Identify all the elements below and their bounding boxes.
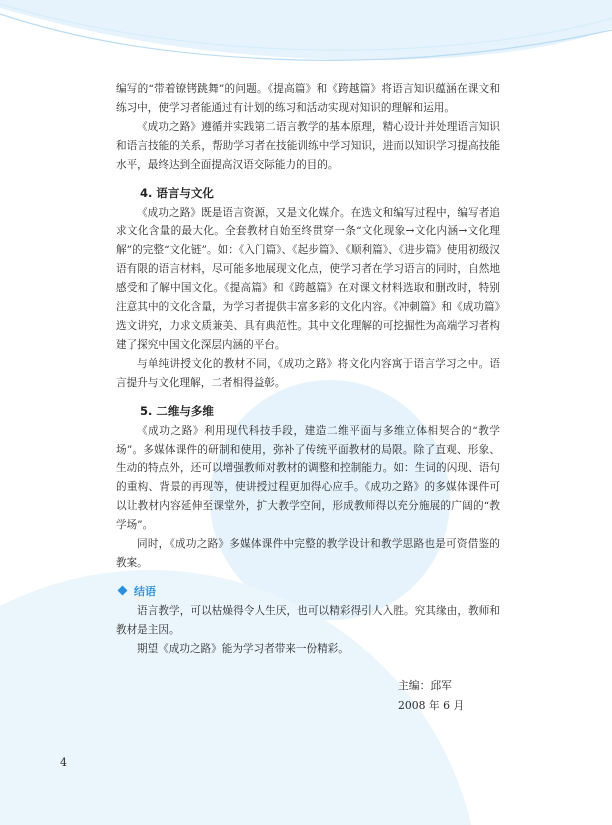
intro-paragraph: 《成功之路》遵循并实践第二语言教学的基本原理，精心设计并处理语言知识和语言技能的关系，帮助学习者在技能训练中学习知识，进而以知识学习提高技能水平，最终达到全面提高汉语交际能力的目的。 bbox=[116, 120, 500, 171]
section4-paragraph: 《成功之路》既是语言资源，又是文化媒介。在选文和编写过程中，编写者追求文化含量的最大化。全套教材自始至终贯穿一条“文化现象→文化内涵→文化理解”的完整“文化链”。如：《入门篇》、《起步篇》、《顺利篇》、《进步篇》使用初级汉语有限的语言材料，尽可能多地展现文化点，使学习者在学习语言的同时，自然地感受和了解中国文化。《提高篇》和《跨越篇》在对课文材料选取和删改时，特别注意其中的文化含量，为学习者提供丰富多彩的文化内容。《冲刺篇》和《成功篇》选文讲究，力求文质兼美、具有典范性。其中文化理解的可挖掘性为高端学习者构建了探究中国文化深层内涵的平台。 bbox=[116, 206, 500, 351]
section4-paragraph: 与单纯讲授文化的教材不同，《成功之路》将文化内容寓于语言学习之中。语言提升与文化理解，二者相得益彰。 bbox=[116, 357, 500, 389]
conclusion-heading bbox=[116, 583, 500, 599]
section5-paragraph: 同时，《成功之路》多媒体课件中完整的教学设计和教学思路也是可资借鉴的教案。 bbox=[116, 538, 500, 569]
signature-date: 2008 年 6 月 bbox=[398, 698, 465, 712]
diamond-bullet-icon bbox=[118, 586, 128, 596]
section5-paragraph: 《成功之路》利用现代科技手段，建造二维平面与多维立体相契合的“教学场”。多媒体课件的研制和使用，弥补了传统平面教材的局限。除了直观、形象、生动的特点外，还可以增强教师对教材的调整和控制能力。如：生词的闪现、语句的重构、背景的再现等，使讲授过程更加得心应手。《成功之路》的多媒体课件可以让教材内容延伸至课堂外，扩大教学空间，形成教师得以充分施展的广阔的“教学场”。 bbox=[116, 424, 500, 532]
intro-paragraph: 编写的“带着镣铐跳舞”的问题。《提高篇》和《跨越篇》将语言知识蕴涵在课文和练习中，使学习者能通过有计划的练习和活动实现对知识的理解和运用。 bbox=[116, 83, 500, 114]
conclusion-paragraph: 期望《成功之路》能为学习者带来一份精彩。 bbox=[137, 642, 349, 655]
conclusion-label: 结语 bbox=[134, 584, 156, 598]
editor-name: 主编：邱军 bbox=[398, 678, 452, 692]
section-heading-2d-multidimensional: 5. 二维与多维 bbox=[140, 403, 214, 418]
page-number: 4 bbox=[60, 756, 67, 769]
page-body bbox=[116, 80, 500, 716]
signature-block bbox=[398, 676, 500, 716]
conclusion-paragraph: 语言教学，可以枯燥得令人生厌，也可以精彩得引人入胜。究其缘由，教师和教材是主因。 bbox=[116, 604, 500, 636]
section-heading-language-culture: 4. 语言与文化 bbox=[140, 185, 214, 200]
top-wave-band bbox=[0, 0, 612, 60]
